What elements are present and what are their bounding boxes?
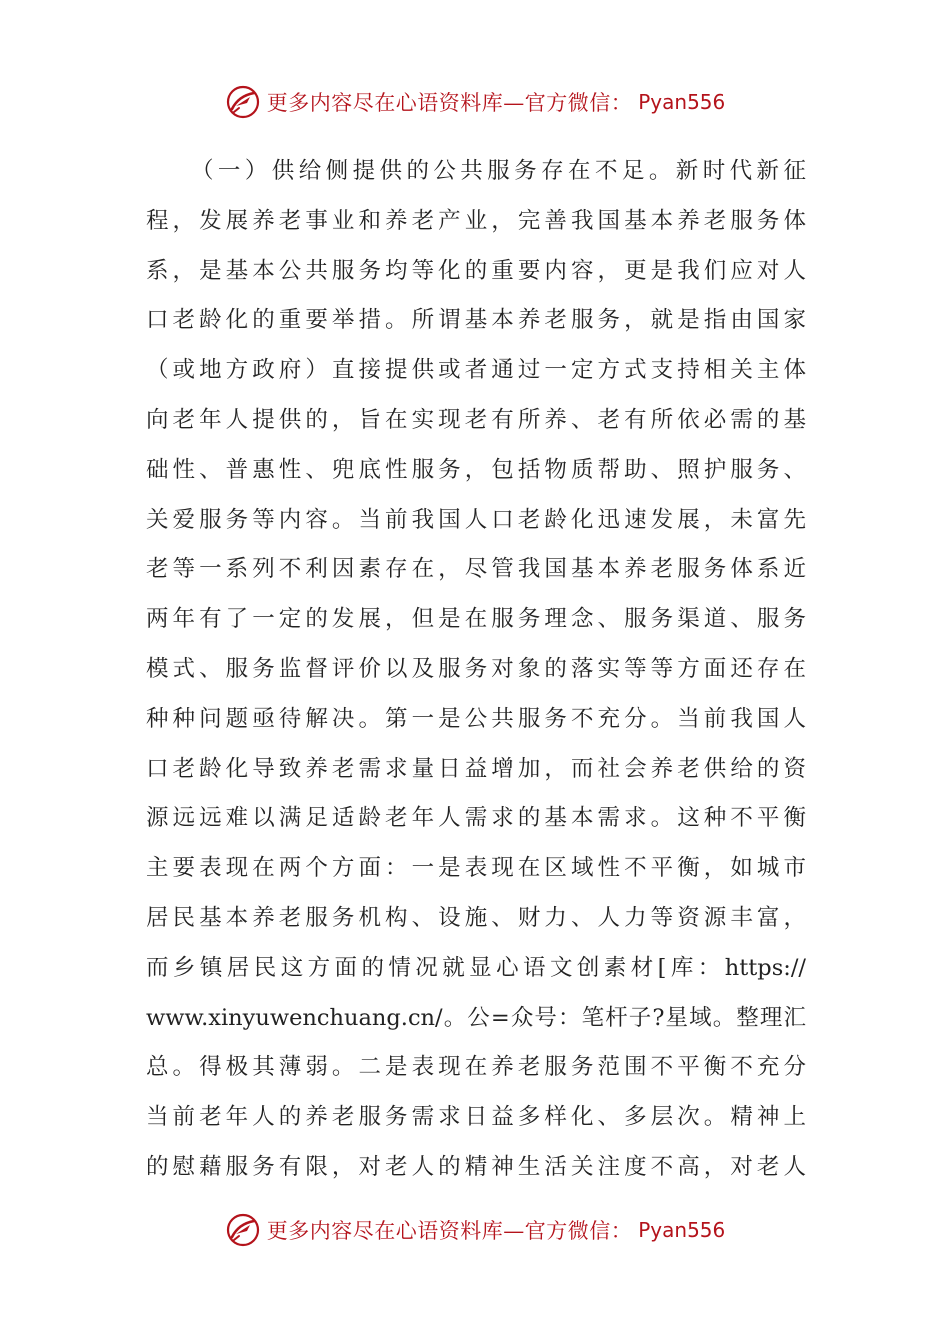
header-banner-contact: Pyan556 [638,90,726,114]
footer-banner-text: 更多内容尽在心语资料库—官方微信： [266,1219,633,1243]
footer-banner [0,1212,950,1248]
pen-logo-icon [225,1212,261,1248]
body-line: 源远远难以满足适龄老年人需求的基本需求。这种不平衡 [146,805,806,832]
pen-logo-icon [225,84,261,120]
body-line: 两年有了一定的发展，但是在服务理念、服务渠道、服务 [146,606,806,633]
body-line: www.xinyuwenchuang.cn/。公=众号：笔杆子?星域。整理汇 [146,1004,806,1031]
body-line: 向老年人提供的，旨在实现老有所养、老有所依必需的基 [146,406,806,433]
body-line: 础性、普惠性、兜底性服务，包括物质帮助、照护服务、 [146,456,806,483]
body-line: 口老龄化导致养老需求量日益增加，而社会养老供给的资 [146,755,806,782]
body-line: 模式、服务监督评价以及服务对象的落实等等方面还存在 [146,655,806,682]
body-line: 口老龄化的重要举措。所谓基本养老服务，就是指由国家 [146,307,806,334]
body-line: 系，是基本公共服务均等化的重要内容，更是我们应对人 [146,257,806,284]
body-line: 当前老年人的养老服务需求日益多样化、多层次。精神上 [146,1104,806,1131]
header-banner [0,84,950,120]
body-line: （一）供给侧提供的公共服务存在不足。新时代新征 [191,158,806,184]
body-line: 居民基本养老服务机构、设施、财力、人力等资源丰富， [146,904,806,931]
document-body [146,147,806,1193]
body-line: 总。得极其薄弱。二是表现在养老服务范围不平衡不充分 [146,1054,806,1081]
body-line: 而乡镇居民这方面的情况就显心语文创素材[库：https:// [146,954,806,981]
body-line: 老等一系列不利因素存在，尽管我国基本养老服务体系近 [146,556,806,583]
body-line: 主要表现在两个方面：一是表现在区域性不平衡，如城市 [146,855,806,882]
body-line: 程，发展养老事业和养老产业，完善我国基本养老服务体 [146,207,806,234]
body-line: 关爱服务等内容。当前我国人口老龄化迅速发展，未富先 [146,506,806,533]
header-banner-text: 更多内容尽在心语资料库—官方微信： [266,91,633,115]
footer-banner-contact: Pyan556 [638,1218,726,1242]
body-line: （或地方政府）直接提供或者通过一定方式支持相关主体 [146,357,806,384]
body-line: 种种问题亟待解决。第一是公共服务不充分。当前我国人 [146,705,806,732]
body-line: 的慰藉服务有限，对老人的精神生活关注度不高，对老人 [146,1153,806,1180]
